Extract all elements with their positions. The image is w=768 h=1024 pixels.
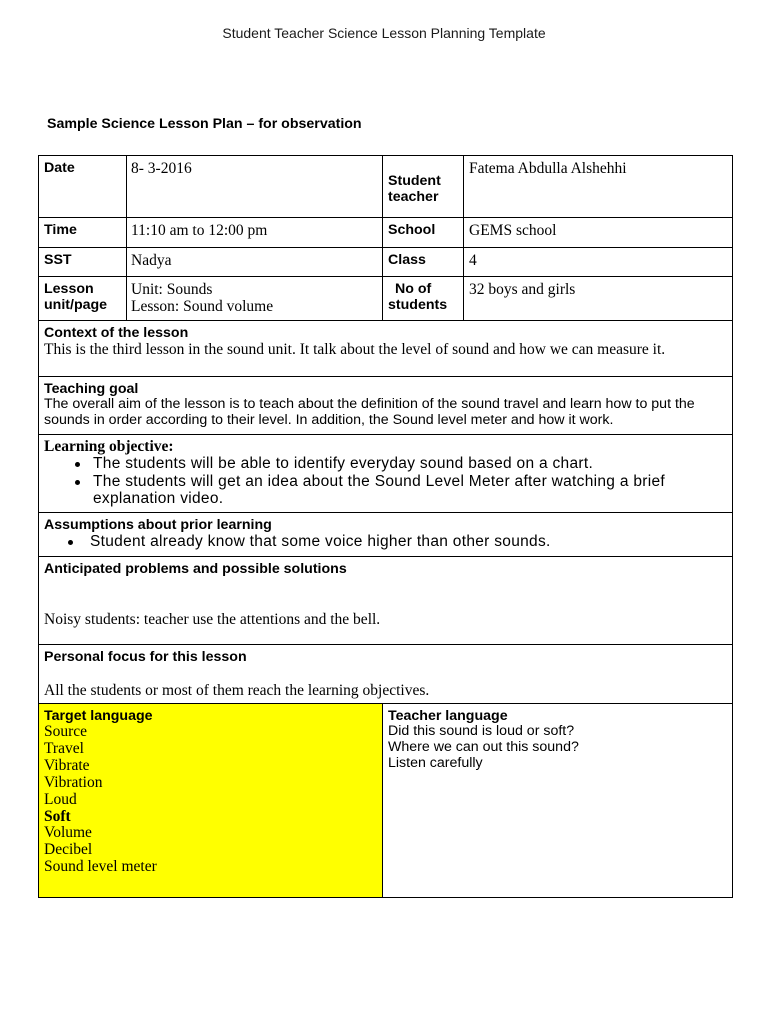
target-language-item: Vibrate bbox=[44, 756, 90, 774]
students-count-label: No of students bbox=[383, 277, 464, 321]
sst-value: Nadya bbox=[127, 248, 383, 277]
lesson-unit-label: Lesson unit/page bbox=[39, 277, 127, 321]
target-language-item: Vibration bbox=[44, 773, 103, 791]
learning-objective-text: The students will get an idea about the Sound Level Meter after watching a brief explanation video. bbox=[93, 472, 666, 507]
target-language-cell bbox=[39, 704, 383, 898]
student-teacher-label: Student teacher bbox=[383, 156, 464, 218]
teacher-language-label: Teacher language bbox=[388, 708, 508, 724]
date-value: 8- 3-2016 bbox=[127, 156, 383, 218]
lesson-name: Lesson: Sound volume bbox=[131, 298, 274, 315]
list-item bbox=[44, 473, 727, 508]
target-language-label: Target language bbox=[44, 708, 153, 724]
teacher-language-item: Listen carefully bbox=[388, 754, 483, 771]
teacher-language-item: Did this sound is loud or soft? bbox=[388, 723, 575, 739]
context-text: This is the third lesson in the sound unit. It talk about the level of sound and how we can measure it. bbox=[44, 341, 666, 358]
target-language-item: Source bbox=[44, 723, 88, 740]
learning-objective-list bbox=[44, 455, 727, 508]
teaching-goal-text: The overall aim of the lesson is to teach about the definition of the sound travel and learn how to put the sounds in order according to their level. In addition, the Sound level meter and how it work. bbox=[44, 396, 695, 428]
sst-label: SST bbox=[39, 248, 127, 277]
assumptions-section bbox=[39, 513, 733, 557]
learning-objective-label: Learning objective: bbox=[44, 438, 174, 455]
anticipated-problems-label: Anticipated problems and possible solutions bbox=[44, 561, 347, 577]
lesson-plan-table bbox=[38, 155, 733, 898]
school-label: School bbox=[383, 218, 464, 248]
anticipated-problems-text: Noisy students: teacher use the attentions and the bell. bbox=[44, 611, 381, 628]
class-value: 4 bbox=[464, 248, 733, 277]
assumptions-list bbox=[44, 533, 727, 551]
personal-focus-section bbox=[39, 645, 733, 704]
target-language-item: Volume bbox=[44, 824, 92, 842]
context-label: Context of the lesson bbox=[44, 325, 189, 341]
list-item bbox=[44, 533, 727, 551]
document-header-title: Student Teacher Science Lesson Planning Template bbox=[222, 25, 546, 41]
unit-name: Unit: Sounds bbox=[131, 281, 213, 298]
list-item bbox=[44, 455, 727, 473]
learning-objective-text: The students will be able to identify everyday sound based on a chart. bbox=[93, 455, 594, 472]
teaching-goal-label: Teaching goal bbox=[44, 381, 139, 397]
school-value: GEMS school bbox=[464, 218, 733, 248]
bullet-icon bbox=[75, 462, 80, 467]
target-language-item: Soft bbox=[44, 807, 71, 825]
learning-objective-section bbox=[39, 435, 733, 513]
target-language-item: Travel bbox=[44, 739, 84, 757]
date-label: Date bbox=[39, 156, 127, 218]
lesson-unit-value bbox=[127, 277, 383, 321]
class-label: Class bbox=[383, 248, 464, 277]
students-count-value: 32 boys and girls bbox=[464, 277, 733, 321]
time-value: 11:10 am to 12:00 pm bbox=[127, 218, 383, 248]
target-language-item: Decibel bbox=[44, 841, 93, 859]
teaching-goal-section bbox=[39, 377, 733, 435]
personal-focus-text: All the students or most of them reach the learning objectives. bbox=[44, 682, 430, 699]
anticipated-problems-section bbox=[39, 557, 733, 645]
time-label: Time bbox=[39, 218, 127, 248]
teacher-language-cell bbox=[383, 704, 733, 898]
assumptions-label: Assumptions about prior learning bbox=[44, 517, 272, 533]
student-teacher-value: Fatema Abdulla Alshehhi bbox=[464, 156, 733, 218]
lesson-plan-heading: Sample Science Lesson Plan – for observation bbox=[47, 116, 362, 132]
teacher-language-item: Where we can out this sound? bbox=[388, 738, 579, 755]
assumption-text: Student already know that some voice higher than other sounds. bbox=[90, 533, 551, 550]
context-section bbox=[39, 321, 733, 377]
bullet-icon bbox=[68, 540, 73, 545]
target-language-item: Loud bbox=[44, 790, 77, 808]
personal-focus-label: Personal focus for this lesson bbox=[44, 649, 247, 665]
target-language-item: Sound level meter bbox=[44, 858, 157, 876]
bullet-icon bbox=[75, 480, 80, 485]
